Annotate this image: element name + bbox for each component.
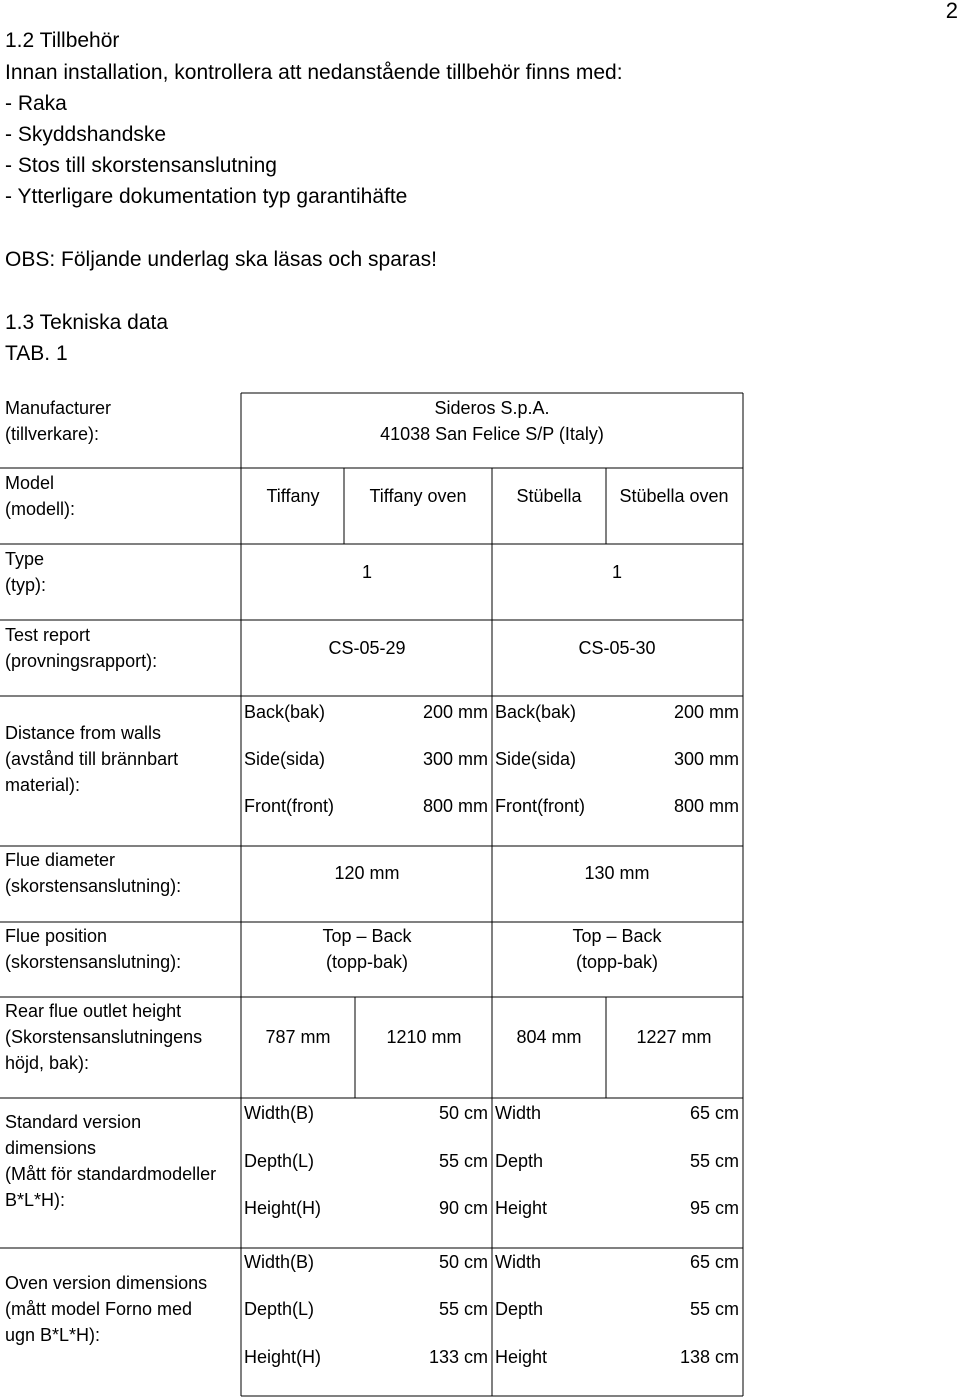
test-report-value: CS-05-30 bbox=[578, 638, 656, 658]
distance-name: Front(front) bbox=[244, 796, 335, 816]
row-label: dimensions bbox=[5, 1138, 97, 1158]
flue-diameter-value: 130 mm bbox=[584, 863, 650, 883]
dimension-name: Depth bbox=[495, 1151, 544, 1171]
dimension-value: 55 cm bbox=[689, 1299, 739, 1319]
row-label: (skorstensanslutning): bbox=[5, 952, 182, 972]
rear-flue-height-value: 804 mm bbox=[516, 1027, 582, 1047]
row-label: (Mått för standardmodeller bbox=[5, 1164, 217, 1184]
row-label: (Skorstensanslutningens bbox=[5, 1027, 203, 1047]
dimension-name: Depth(L) bbox=[244, 1151, 315, 1171]
rear-flue-height-value: 1210 mm bbox=[386, 1027, 462, 1047]
row-label: höjd, bak): bbox=[5, 1053, 90, 1073]
flue-diameter-value: 120 mm bbox=[334, 863, 400, 883]
dimension-value: 55 cm bbox=[438, 1151, 488, 1171]
dimension-value: 50 cm bbox=[438, 1103, 488, 1123]
row-label: (avstånd till brännbart bbox=[5, 749, 179, 769]
row-label: Standard version bbox=[5, 1112, 142, 1132]
model-value: Stübella oven bbox=[619, 486, 729, 506]
dimension-value: 55 cm bbox=[689, 1151, 739, 1171]
row-label: Oven version dimensions bbox=[5, 1273, 208, 1293]
row-label: (mått model Forno med bbox=[5, 1299, 193, 1319]
distance-name: Back(bak) bbox=[244, 702, 326, 722]
type-value: 1 bbox=[361, 562, 373, 582]
distance-value: 200 mm bbox=[422, 702, 488, 722]
flue-position-value: Top – Back bbox=[572, 926, 662, 946]
row-label: (typ): bbox=[5, 575, 47, 595]
notice-text: OBS: Följande underlag ska läsas och sparas! bbox=[5, 248, 437, 271]
dimension-value: 65 cm bbox=[689, 1252, 739, 1272]
accessories-intro: Innan installation, kontrollera att nedanstående tillbehör finns med: bbox=[5, 61, 623, 84]
dimension-value: 50 cm bbox=[438, 1252, 488, 1272]
accessory-item: - Skyddshandske bbox=[5, 123, 167, 146]
dimension-name: Height bbox=[495, 1347, 548, 1367]
row-label: Model bbox=[5, 473, 55, 493]
distance-value: 300 mm bbox=[673, 749, 739, 769]
flue-position-value: (topp-bak) bbox=[575, 952, 659, 972]
row-label: Test report bbox=[5, 625, 91, 645]
row-label: (provningsrapport): bbox=[5, 651, 158, 671]
dimension-value: 138 cm bbox=[679, 1347, 739, 1367]
row-label: Manufacturer bbox=[5, 398, 112, 418]
row-label: (tillverkare): bbox=[5, 424, 100, 444]
dimension-name: Height(H) bbox=[244, 1198, 322, 1218]
flue-position-value: Top – Back bbox=[322, 926, 412, 946]
dimension-name: Width bbox=[495, 1252, 542, 1272]
distance-name: Side(sida) bbox=[244, 749, 326, 769]
dimension-name: Depth(L) bbox=[244, 1299, 315, 1319]
row-label: material): bbox=[5, 775, 81, 795]
manufacturer-name: Sideros S.p.A. bbox=[434, 398, 550, 418]
type-value: 1 bbox=[611, 562, 623, 582]
table-label: TAB. 1 bbox=[5, 342, 68, 365]
accessory-item: - Raka bbox=[5, 92, 67, 115]
model-value: Tiffany oven bbox=[369, 486, 467, 506]
distance-name: Back(bak) bbox=[495, 702, 577, 722]
row-label: Rear flue outlet height bbox=[5, 1001, 182, 1021]
accessory-item: - Stos till skorstensanslutning bbox=[5, 154, 277, 177]
manufacturer-address: 41038 San Felice S/P (Italy) bbox=[380, 424, 604, 444]
dimension-value: 133 cm bbox=[428, 1347, 488, 1367]
dimension-value: 65 cm bbox=[689, 1103, 739, 1123]
row-label: ugn B*L*H): bbox=[5, 1325, 101, 1345]
rear-flue-height-value: 787 mm bbox=[265, 1027, 331, 1047]
dimension-value: 55 cm bbox=[438, 1299, 488, 1319]
dimension-name: Width bbox=[495, 1103, 542, 1123]
row-label: B*L*H): bbox=[5, 1190, 66, 1210]
test-report-value: CS-05-29 bbox=[328, 638, 406, 658]
model-value: Stübella bbox=[516, 486, 582, 506]
row-label: Distance from walls bbox=[5, 723, 162, 743]
model-value: Tiffany bbox=[266, 486, 320, 506]
distance-value: 800 mm bbox=[673, 796, 739, 816]
row-label: (skorstensanslutning): bbox=[5, 876, 182, 896]
distance-value: 800 mm bbox=[422, 796, 488, 816]
accessory-item: - Ytterligare dokumentation typ garantihäfte bbox=[5, 185, 408, 208]
distance-name: Front(front) bbox=[495, 796, 586, 816]
distance-name: Side(sida) bbox=[495, 749, 577, 769]
distance-value: 300 mm bbox=[422, 749, 488, 769]
rear-flue-height-value: 1227 mm bbox=[636, 1027, 712, 1047]
flue-position-value: (topp-bak) bbox=[325, 952, 409, 972]
row-label: Flue position bbox=[5, 926, 108, 946]
row-label: Flue diameter bbox=[5, 850, 116, 870]
technical-heading: 1.3 Tekniska data bbox=[5, 311, 169, 334]
dimension-value: 90 cm bbox=[438, 1198, 488, 1218]
row-label: (modell): bbox=[5, 499, 76, 519]
dimension-name: Height(H) bbox=[244, 1347, 322, 1367]
page-number: 2 bbox=[945, 0, 958, 23]
dimension-name: Depth bbox=[495, 1299, 544, 1319]
dimension-value: 95 cm bbox=[689, 1198, 739, 1218]
accessories-heading: 1.2 Tillbehör bbox=[5, 29, 120, 52]
dimension-name: Width(B) bbox=[244, 1103, 315, 1123]
row-label: Type bbox=[5, 549, 45, 569]
dimension-name: Width(B) bbox=[244, 1252, 315, 1272]
distance-value: 200 mm bbox=[673, 702, 739, 722]
dimension-name: Height bbox=[495, 1198, 548, 1218]
